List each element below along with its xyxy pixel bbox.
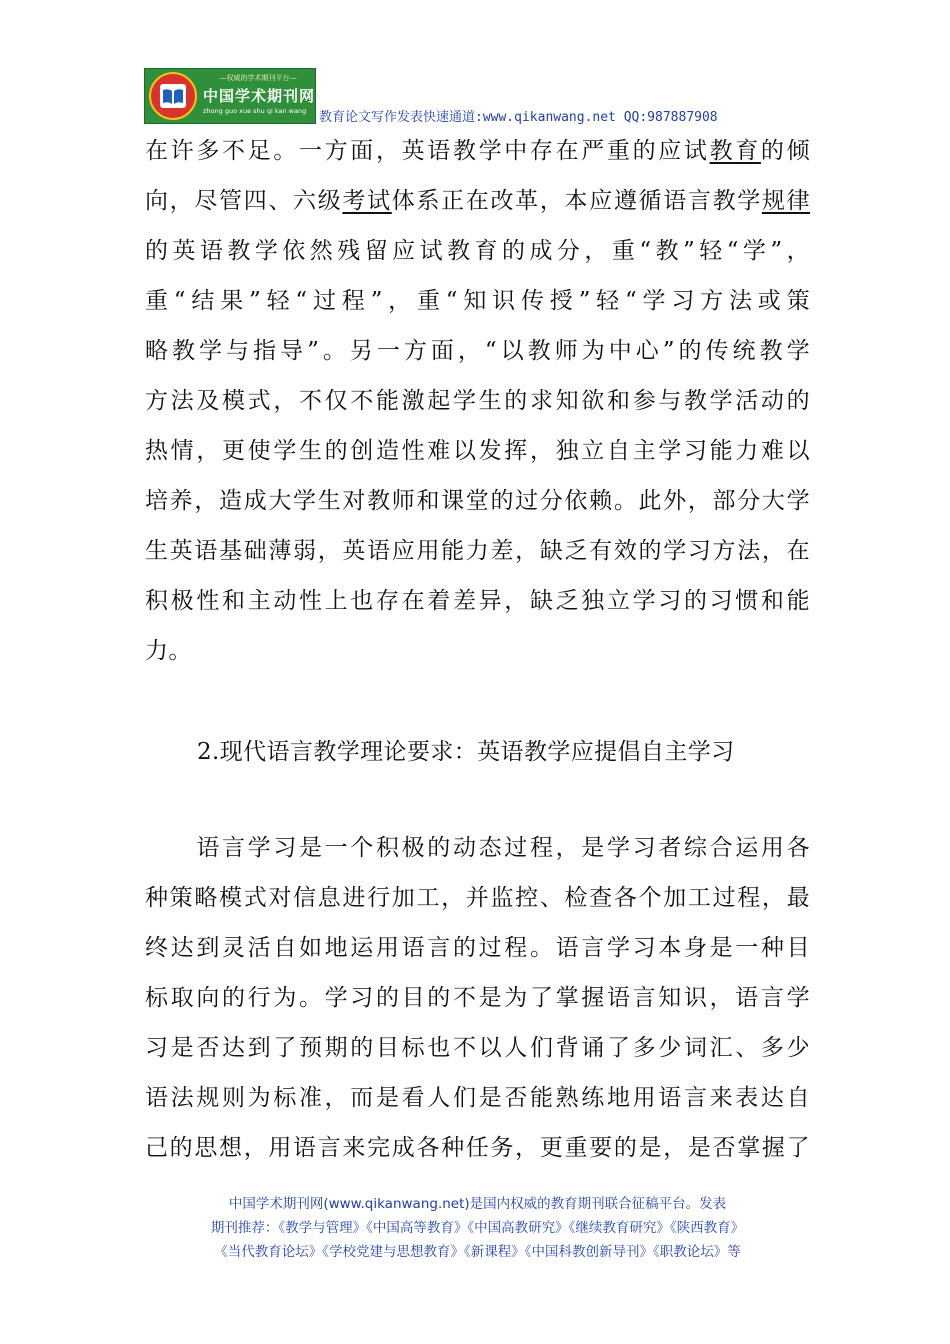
- underlined-link-text[interactable]: 教育: [709, 138, 761, 164]
- page-header: [144, 68, 804, 124]
- text-line: [145, 1123, 810, 1173]
- text-segment: 向，尽管四、六级: [145, 188, 343, 214]
- underlined-link-text[interactable]: 规律: [761, 188, 810, 214]
- text-segment: 积极性和主动性上也存在着差异，缺乏独立学习的习惯和能: [145, 588, 810, 614]
- text-segment: 在许多不足。一方面，英语教学中存在严重的应试: [145, 138, 710, 164]
- text-line: [145, 476, 810, 526]
- text-line: [145, 526, 810, 576]
- text-segment: 略教学与指导”。另一方面，“以教师为中心”的传统教学: [145, 338, 810, 364]
- text-segment: 重“结果”轻“过程”，重“知识传授”轻“学习方法或策: [145, 288, 810, 314]
- text-line: [145, 126, 810, 176]
- text-segment: 己的思想，用语言来完成各种任务，更重要的是，是否掌握了: [145, 1135, 810, 1161]
- text-segment: 方法及模式，不仅不能激起学生的求知欲和参与教学活动的: [145, 388, 810, 414]
- paragraph-2: [145, 823, 810, 1173]
- logo-slogan: —权威的学术期刊平台—: [219, 74, 297, 82]
- text-segment: 语法规则为标准，而是看人们是否能熟练地用语言来表达自: [145, 1085, 810, 1111]
- text-segment: 体系正在改革，本应遵循语言教学: [391, 188, 762, 214]
- text-segment: 标取向的行为。学习的目的不是为了掌握语言知识，语言学: [145, 985, 810, 1011]
- text-line: [145, 376, 810, 426]
- footer-line-2[interactable]: 期刊推荐：《教学与管理》《中国高等教育》《中国高教研究》《继续教育研究》《陕西教育》: [210, 1220, 745, 1236]
- footer-line-3[interactable]: 《当代教育论坛》《学校党建与思想教育》《新课程》《中国科教创新导刊》《职教论坛》等: [214, 1244, 741, 1260]
- text-segment: 的倾: [760, 138, 810, 164]
- underlined-link-text[interactable]: 考试: [342, 188, 392, 214]
- text-line: [145, 626, 810, 676]
- text-line: [145, 226, 810, 276]
- paragraph-1: [145, 126, 810, 676]
- text-line: [145, 973, 810, 1023]
- logo-pinyin: zhong guo xue shu qi kan wang: [203, 107, 307, 115]
- text-line: [145, 923, 810, 973]
- text-segment: 力。: [145, 638, 192, 664]
- header-tagline-link[interactable]: 教育论文写作发表快速通道:www.qikanwang.net QQ:987887908: [319, 110, 718, 125]
- page-footer: [145, 1192, 810, 1264]
- text-line: [145, 426, 810, 476]
- text-line: [145, 823, 810, 873]
- footer-line-1[interactable]: 中国学术期刊网(www.qikanwang.net)是国内权威的教育期刊联合征稿平台。发表: [228, 1196, 727, 1212]
- text-segment: 种策略模式对信息进行加工，并监控、检查各个加工过程，最: [145, 885, 810, 911]
- logo-name: 中国学术期刊网: [203, 87, 316, 105]
- text-line: [145, 1023, 810, 1073]
- text-line: [145, 176, 810, 226]
- text-line: [145, 276, 810, 326]
- section-heading: 2.现代语言教学理论要求：英语教学应提倡自主学习: [197, 739, 735, 765]
- text-segment: 热情，更使学生的创造性难以发挥，独立自主学习能力难以: [145, 438, 810, 464]
- text-segment: 培养，造成大学生对教师和课堂的过分依赖。此外，部分大学: [145, 488, 810, 514]
- text-line: [145, 576, 810, 626]
- text-segment: 习是否达到了预期的目标也不以人们背诵了多少词汇、多少: [145, 1035, 810, 1061]
- text-segment: 语言学习是一个积极的动态过程，是学习者综合运用各: [145, 835, 810, 861]
- site-logo[interactable]: [144, 68, 316, 124]
- text-line: [145, 326, 810, 376]
- text-line: [145, 873, 810, 923]
- text-segment: 生英语基础薄弱，英语应用能力差，缺乏有效的学习方法，在: [145, 538, 810, 564]
- text-line: [145, 1073, 810, 1123]
- text-segment: 的英语教学依然残留应试教育的成分，重“教”轻“学”，: [145, 238, 810, 264]
- text-segment: 终达到灵活自如地运用语言的过程。语言学习本身是一种目: [145, 935, 810, 961]
- book-emblem-icon: [149, 72, 197, 120]
